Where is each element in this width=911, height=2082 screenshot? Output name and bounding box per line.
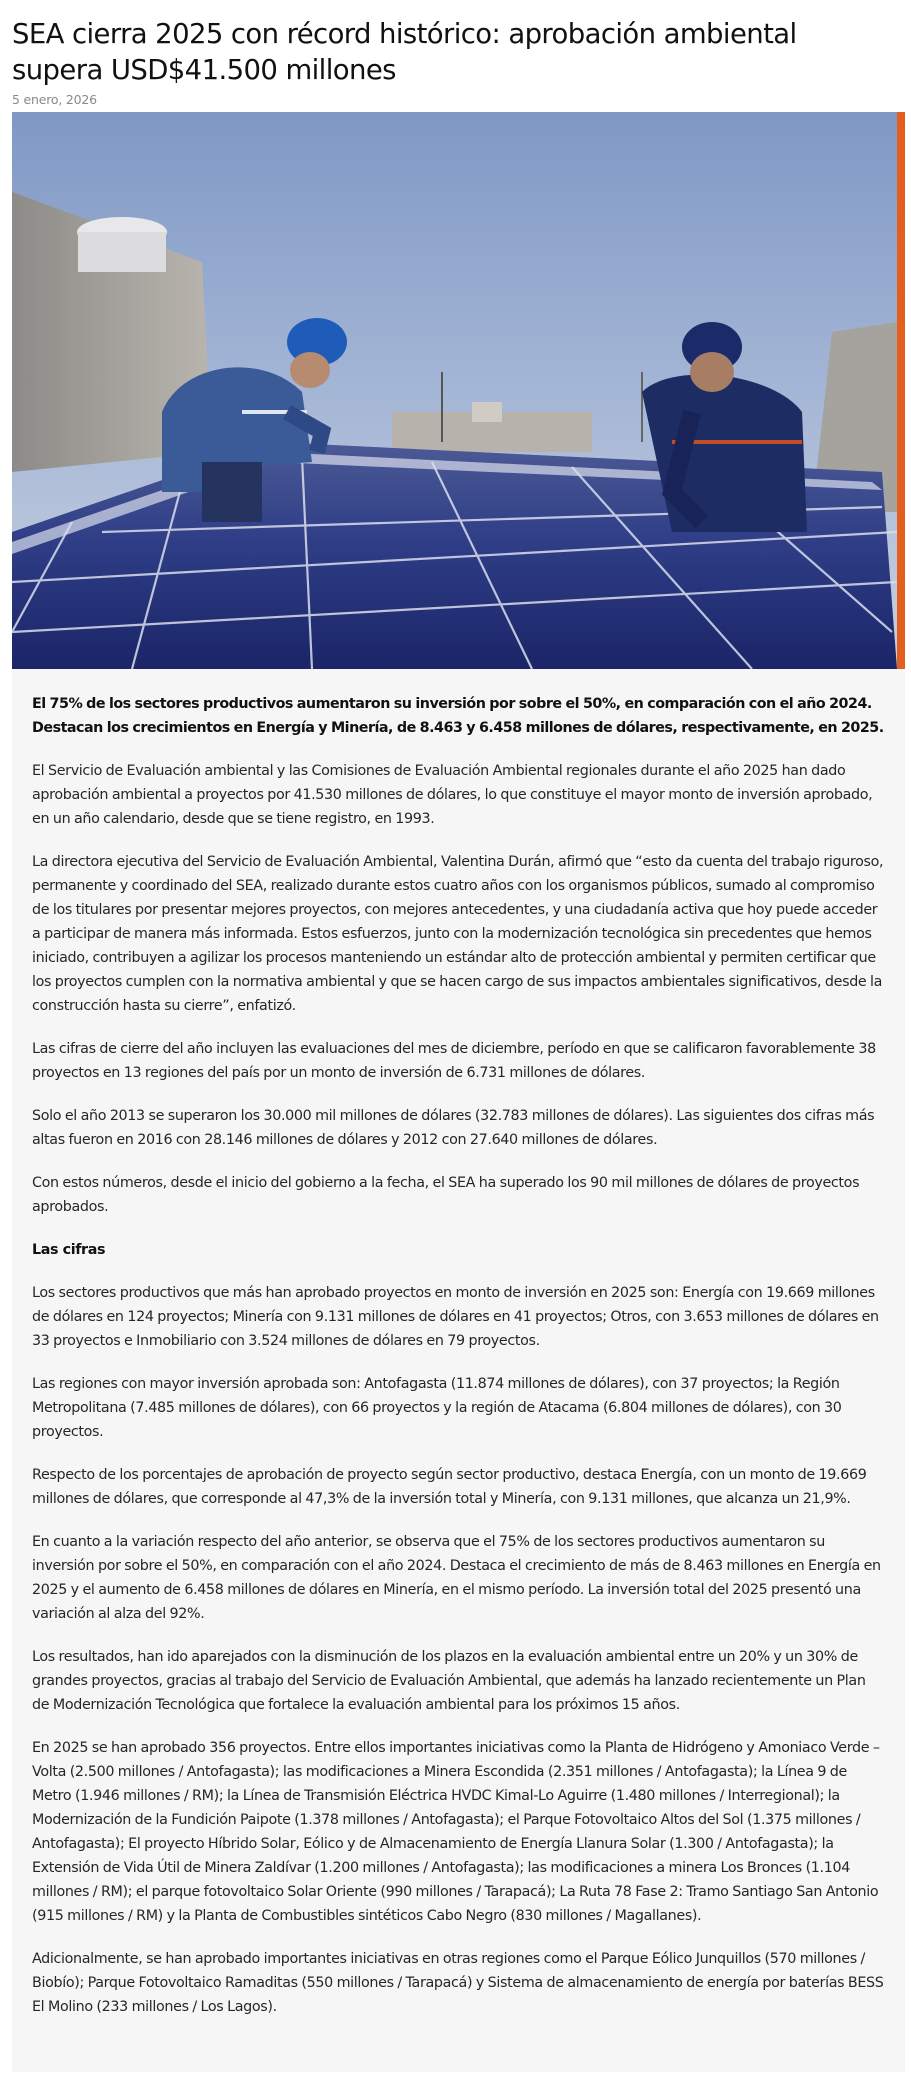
- solar-panel-workers-photo: [12, 112, 897, 669]
- article-title: SEA cierra 2025 con récord histórico: aprobación ambiental supera USD$41.500 millones: [12, 18, 797, 86]
- paragraph: Con estos números, desde el inicio del gobierno a la fecha, el SEA ha superado los 90 mil millones de dólares de proyectos aprobados.: [32, 1175, 860, 1215]
- paragraph: En cuanto a la variación respecto del año anterior, se observa que el 75% de los sectores productivos aumentaron su inversión por sobre el 50%, en comparación con el año 2024. Destaca el crecimiento de más de 8.463 millones en Energía en 2025 y el aumento de 6.458 millones de dólares en Minería, en el mismo período. La inversión total del 2025 presentó una variación al alza del 92%.: [32, 1534, 881, 1622]
- paragraph: Adicionalmente, se han aprobado importantes iniciativas en otras regiones como el Parque Eólico Junquillos (570 millones / Biobío); Parque Fotovoltaico Ramaditas (550 millones / Tarapacá) y Sistema de almacenamiento de energía por baterías BESS El Molino (233 millones / Los Lagos).: [32, 1951, 884, 2015]
- paragraph: Las cifras de cierre del año incluyen las evaluaciones del mes de diciembre, período en que se calificaron favorablemente 38 proyectos en 13 regiones del país por un monto de inversión de 6.731 millones de dólares.: [32, 1041, 876, 1081]
- paragraph: Los sectores productivos que más han aprobado proyectos en monto de inversión en 2025 son: Energía con 19.669 millones de dólares en 124 proyectos; Minería con 9.131 millones de dólares en 41 proyectos; Otros, con 3.653 millones de dólares en 33 proyectos e Inmobiliario con 3.524 millones de dólares en 79 proyectos.: [32, 1285, 879, 1349]
- hero-accent-bar: [897, 112, 905, 669]
- article-header: [12, 16, 882, 107]
- paragraph: Respecto de los porcentajes de aprobación de proyecto según sector productivo, destaca Energía, con un monto de 19.669 millones de dólares, que corresponde al 47,3% de la inversión total y Minería, con 9.131 millones, que alcanza un 21,9%.: [32, 1467, 867, 1507]
- paragraph: Las regiones con mayor inversión aprobada son: Antofagasta (11.874 millones de dólares), con 37 proyectos; la Región Metropolitana (7.485 millones de dólares), con 66 proyectos y la región de Atacama (6.804 millones de dólares), con 30 proyectos.: [32, 1376, 842, 1440]
- publish-date: 5 enero, 2026: [12, 92, 97, 107]
- paragraph: Los resultados, han ido aparejados con la disminución de los plazos en la evaluación ambiental entre un 20% y un 30% de grandes proyectos, gracias al trabajo del Servicio de Evaluación Ambiental, que además ha lanzado recientemente un Plan de Modernización Tecnológica que fortalece la evaluación ambiental para los próximos 15 años.: [32, 1649, 866, 1713]
- paragraph: Solo el año 2013 se superaron los 30.000 mil millones de dólares (32.783 millones de dólares). Las siguientes dos cifras más altas fueron en 2016 con 28.146 millones de dólares y 2012 con 27.640 millones de dólares.: [32, 1108, 875, 1148]
- paragraph: La directora ejecutiva del Servicio de Evaluación Ambiental, Valentina Durán, afirmó que “esto da cuenta del trabajo riguroso, permanente y coordinado del SEA, realizado durante estos cuatro años con los organismos públicos, sumado al compromiso de los titulares por presentar mejores proyectos, con mejores antecedentes, y una ciudadanía activa que hoy puede acceder a participar de manera más informada. Estos esfuerzos, junto con la modernización tecnológica sin precedentes que hemos iniciado, contribuyen a agilizar los procesos manteniendo un estándar alto de protección ambiental y permiten certificar que los proyectos cumplen con la normativa ambiental y que se hacen cargo de sus impactos ambientales significativos, desde la construcción hasta su cierre”, enfatizó.: [32, 854, 884, 1014]
- hero-image: [12, 112, 897, 669]
- paragraph: El Servicio de Evaluación ambiental y las Comisiones de Evaluación Ambiental regionales durante el año 2025 han dado aprobación ambiental a proyectos por 41.530 millones de dólares, lo que constituye el mayor monto de inversión aprobado, en un año calendario, desde que se tiene registro, en 1993.: [32, 763, 873, 827]
- section-heading: Las cifras: [32, 1242, 106, 1258]
- article-lead: El 75% de los sectores productivos aumentaron su inversión por sobre el 50%, en comparación con el año 2024. Destacan los crecimientos en Energía y Minería, de 8.463 y 6.458 millones de dólares, respectivamente, en 2025.: [32, 696, 884, 736]
- paragraph: En 2025 se han aprobado 356 proyectos. Entre ellos importantes iniciativas como la Planta de Hidrógeno y Amoniaco Verde – Volta (2.500 millones / Antofagasta); las modificaciones a Minera Escondida (2.351 millones / Antofagasta); la Línea 9 de Metro (1.946 millones / RM); la Línea de Transmisión Eléctrica HVDC Kimal-Lo Aguirre (1.480 millones / Interregional); la Modernización de la Fundición Paipote (1.378 millones / Antofagasta); el Parque Fotovoltaico Altos del Sol (1.375 millones / Antofagasta); El proyecto Híbrido Solar, Eólico y de Almacenamiento de Energía Llanura Solar (1.300 / Antofagasta); la Extensión de Vida Útil de Minera Zaldívar (1.200 millones / Antofagasta); las modificaciones a minera Los Bronces (1.104 millones / RM); el parque fotovoltaico Solar Oriente (990 millones / Tarapacá); La Ruta 78 Fase 2: Tramo Santiago San Antonio (915 millones / RM) y la Planta de Combustibles sintéticos Cabo Negro (830 millones / Magallanes).: [32, 1740, 880, 1924]
- article-body: [12, 669, 905, 2072]
